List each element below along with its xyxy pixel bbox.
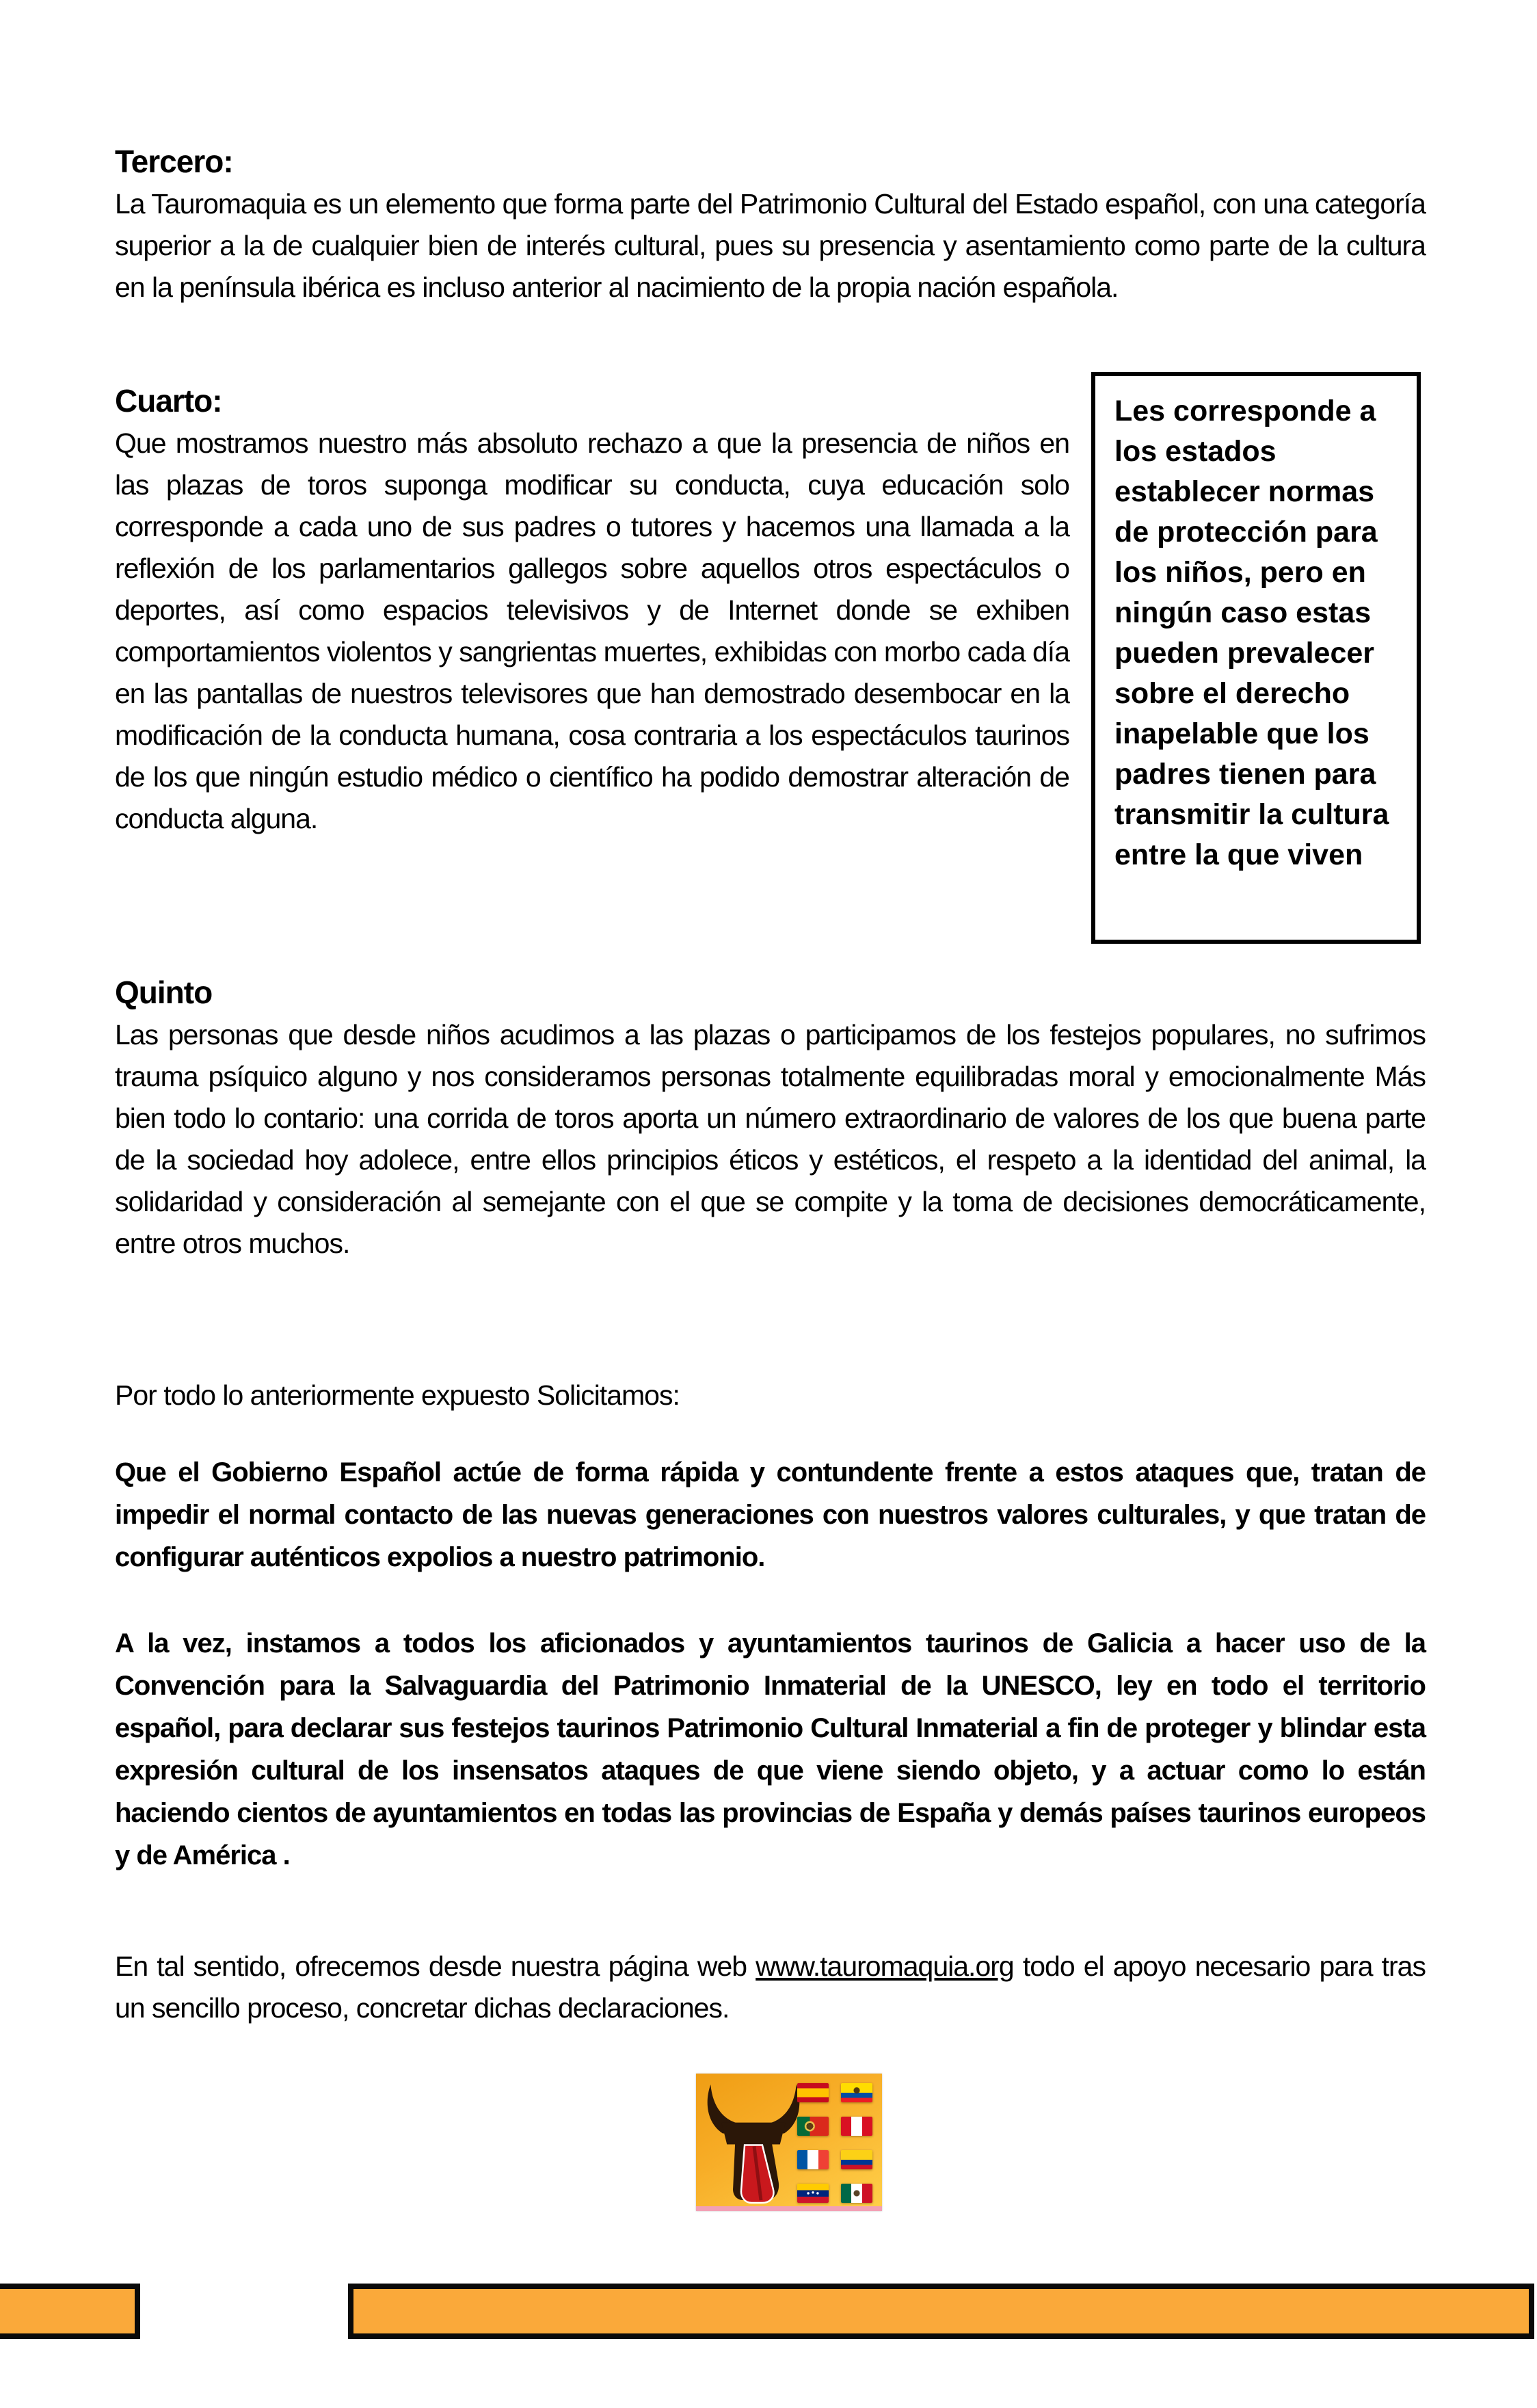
bull-and-cape-icon (701, 2080, 805, 2206)
closing-text-after-link: todo el apoyo necesario para tras un sencillo proceso, concretar dichas declaraciones. (115, 1950, 1426, 2024)
section-heading-quinto: Quinto (115, 975, 213, 1010)
colombia-flag-icon (841, 2150, 872, 2169)
footer-orange-bar-left (0, 2284, 140, 2339)
tauromaquia-logo (696, 2074, 882, 2211)
logo-flags-grid (797, 2083, 872, 2203)
pull-quote-box (1091, 372, 1421, 944)
petition-paragraph-second: A la vez, instamos a todos los aficionados y ayuntamientos taurinos de Galicia a hacer uso de la Convención para la Salvaguardia del Patrimonio Inmaterial de la UNESCO, ley en todo el territorio español, para declarar sus festejos taurinos Patrimonio Cultural Inmaterial a fin de proteger y blindar esta expresión cultural de los insensatos ataques de que viene siendo objeto, y a actuar como lo están haciendo cientos de ayuntamientos en todas las provincias de España y demás países taurinos europeos y de América . (115, 1628, 1426, 1870)
portugal-flag-icon (797, 2117, 829, 2136)
closing-text-before-link: En tal sentido, ofrecemos desde nuestra página web (115, 1950, 756, 1982)
section-heading-tercero: Tercero: (115, 144, 233, 179)
solicitamos-intro-line: Por todo lo anteriormente expuesto Solicitamos: (115, 1379, 680, 1411)
logo-pink-strip (696, 2206, 882, 2211)
section-heading-cuarto: Cuarto: (115, 383, 222, 419)
mexico-flag-icon (841, 2184, 872, 2203)
petition-paragraph-first: Que el Gobierno Español actúe de forma rápida y contundente frente a estos ataques que, tratan de impedir el normal contacto de las nuevas generaciones con nuestros valores culturales, y que tratan de configurar auténticos expolios a nuestro patrimonio. (115, 1457, 1426, 1572)
paragraph-cuarto: Que mostramos nuestro más absoluto rechazo a que la presencia de niños en las plazas de toros suponga modificar su conducta, cuya educación solo corresponde a cada uno de sus padres o tutores y hacemos una llamada a la reflexión de los parlamentarios gallegos sobre aquellos otros espectáculos o deportes, así como espacios televisivos y de Internet donde se exhiben comportamientos violentos y sangrientas muertes, exhibidas con morbo cada día en las pantallas de nuestros televisores que han demostrado desembocar en la modificación de la conducta humana, cosa contraria a los espectáculos taurinos de los que ningún estudio médico o científico ha podido demostrar alteración de conducta alguna. (115, 427, 1069, 834)
footer-orange-bar-right (348, 2284, 1534, 2339)
paragraph-closing (115, 1946, 1426, 2029)
paragraph-quinto: Las personas que desde niños acudimos a las plazas o participamos de los festejos populares, no sufrimos trauma psíquico alguno y nos consideramos personas totalmente equilibradas moral y emocionalmente Más bien todo lo contario: una corrida de toros aporta un número extraordinario de valores de los que buena parte de la sociedad hoy adolece, entre ellos principios éticos y estéticos, el respeto a la identidad del animal, la solidaridad y consideración al semejante con el que se compite y la toma de decisiones democráticamente, entre otros muchos. (115, 1019, 1426, 1259)
paragraph-tercero: La Tauromaquia es un elemento que forma parte del Patrimonio Cultural del Estado español, con una categoría superior a la de cualquier bien de interés cultural, pues su presencia y asentamiento como parte de la cultura en la península ibérica es incluso anterior al nacimiento de la propia nación española. (115, 188, 1426, 303)
peru-flag-icon (841, 2117, 872, 2136)
venezuela-flag-icon (797, 2184, 829, 2203)
spain-flag-icon (797, 2083, 829, 2102)
france-flag-icon (797, 2150, 829, 2169)
ecuador-flag-icon (841, 2083, 872, 2102)
tauromaquia-website-link[interactable]: www.tauromaquia.org (756, 1950, 1014, 1982)
pull-quote-text: Les corresponde a los estados establecer normas de protección para los niños, pero en ningún caso estas pueden prevalecer sobre el derecho inapelable que los padres tienen para transmitir la cultura entre la que viven (1114, 395, 1389, 871)
